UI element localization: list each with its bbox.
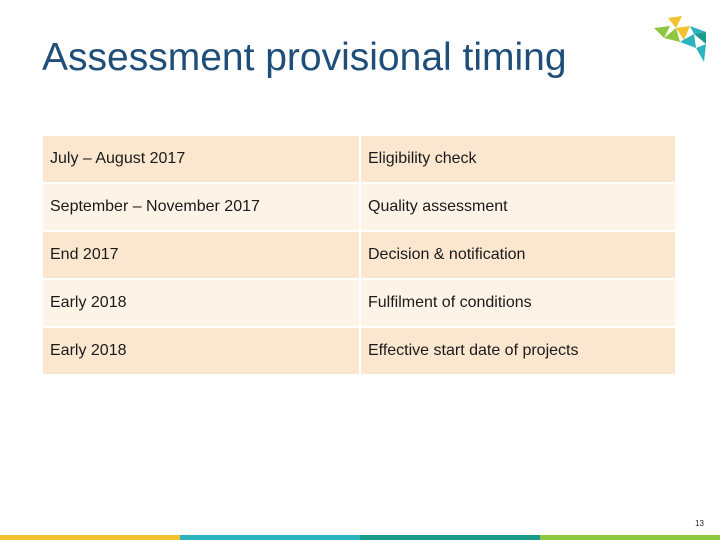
period-cell: End 2017 xyxy=(42,231,360,279)
period-cell: Early 2018 xyxy=(42,327,360,375)
activity-cell: Quality assessment xyxy=(360,183,676,231)
activity-cell: Decision & notification xyxy=(360,231,676,279)
activity-cell: Eligibility check xyxy=(360,135,676,183)
period-cell: September – November 2017 xyxy=(42,183,360,231)
table-row xyxy=(42,231,676,279)
period-cell: Early 2018 xyxy=(42,279,360,327)
table-row xyxy=(42,279,676,327)
activity-cell: Fulfilment of conditions xyxy=(360,279,676,327)
table-row xyxy=(42,183,676,231)
page-number: 13 xyxy=(695,519,704,528)
period-cell: July – August 2017 xyxy=(42,135,360,183)
table-row xyxy=(42,135,676,183)
footer-color-band xyxy=(0,535,720,540)
table-row xyxy=(42,327,676,375)
footer-segment-green xyxy=(540,535,720,540)
slide-title: Assessment provisional timing xyxy=(42,36,567,79)
footer-segment-teal xyxy=(360,535,540,540)
activity-cell: Effective start date of projects xyxy=(360,327,676,375)
footer-segment-cyan xyxy=(180,535,360,540)
timing-table xyxy=(41,134,677,376)
triangle-mosaic-logo-icon xyxy=(650,14,708,66)
footer-segment-yellow xyxy=(0,535,180,540)
